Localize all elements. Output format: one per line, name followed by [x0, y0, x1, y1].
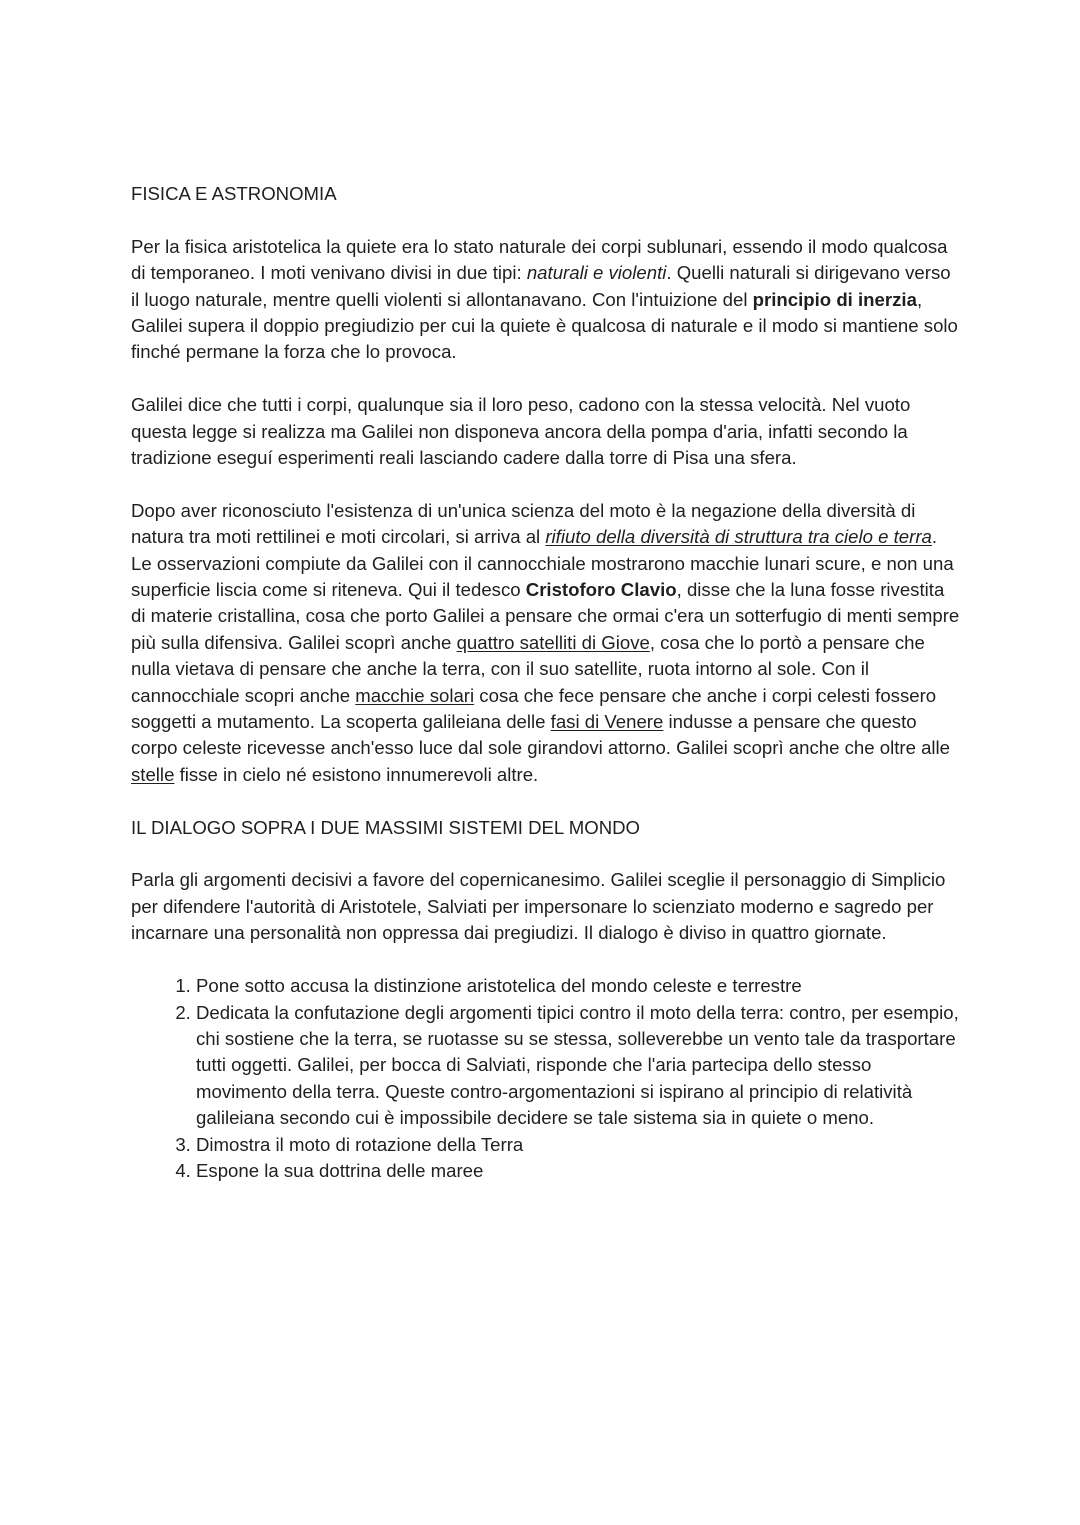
text-run: . Quelli naturali si dirigevano verso il luogo naturale, mentre quelli violenti si allontanavano. Con l'intuizione del — [131, 262, 951, 310]
paragraph-dialogo-intro: Parla gli argomenti decisivi a favore del copernicanesimo. Galilei sceglie il personaggio di Simplicio per difendere l'autorità di Aristotele, Salviati per impersonare lo scienziato moderno e sagredo per incarnare una personalità non oppressa dai pregiudizi. Il dialogo è diviso in quattro giornate. — [131, 869, 946, 944]
paragraph-telescope-observations — [131, 498, 961, 788]
bold-principio-inerzia: principio di inerzia — [752, 288, 917, 310]
underlined-satelliti-giove: quattro satelliti di Giove — [456, 631, 650, 653]
underlined-macchie-solari: macchie solari — [355, 684, 475, 706]
text-run: , cosa che lo portò a pensare che nulla vietava di pensare che anche la terra, con il suo satellite, ruota intorno al sole. Con il cannocchiale scopri anche — [131, 631, 925, 706]
italic-rifiuto: rifiuto della diversità di struttura tra cielo e terra — [545, 526, 932, 548]
document-page — [131, 181, 961, 1184]
italic-naturali-violenti: naturali e violenti — [526, 262, 667, 284]
text-run: fisse in cielo né esistono innumerevoli altre. — [174, 763, 539, 785]
text-run: , disse che la luna fosse rivestita di materie cristallina, cosa che porto Galilei a pensare che ormai c'era un sotterfugio di menti sempre più sulla difensiva. Galilei scoprì anche — [131, 579, 960, 653]
text-run: indusse a pensare che questo corpo celeste ricevesse anch'esso luce dal sole girandovi attorno. Galilei scoprì anche che oltre alle — [131, 711, 951, 759]
section-heading-fisica-astronomia: FISICA E ASTRONOMIA — [131, 183, 337, 204]
underlined-stelle: stelle — [131, 763, 175, 785]
list-item: 4. Espone la sua dottrina delle maree — [196, 1158, 961, 1184]
text-run: . Le osservazioni compiute da Galilei con il cannocchiale mostrarono macchie lunari scure, e non una superficie liscia come si riteneva. Qui il tedesco — [131, 526, 954, 601]
text-run: cosa che fece pensare che anche i corpi celesti fossero soggetti a mutamento. La scoperta galileiana delle — [131, 684, 937, 733]
paragraph-aristotelian-physics — [131, 234, 961, 366]
underlined-fasi-venere: fasi di Venere — [550, 711, 664, 733]
list-item: 3. Dimostra il moto di rotazione della Terra — [196, 1132, 961, 1158]
underlined-italic-rifiuto — [545, 526, 932, 547]
text-run: , Galilei supera il doppio pregiudizio per cui la quiete è qualcosa di naturale e il modo si mantiene solo finché permane la forza che lo provoca. — [131, 288, 958, 363]
text-run: Dopo aver riconosciuto l'esistenza di un'unica scienza del moto è la negazione della diversità di natura tra moti rettilinei e moti circolari, si arriva al — [131, 499, 916, 548]
text-run: Per la fisica aristotelica la quiete era lo stato naturale dei corpi sublunari, essendo il modo qualcosa di temporaneo. I moti venivano divisi in due tipi: — [131, 235, 948, 284]
list-item: 1. Pone sotto accusa la distinzione aristotelica del mondo celeste e terrestre — [196, 973, 961, 999]
list-item: 2. Dedicata la confutazione degli argomenti tipici contro il moto della terra: contro, per esempio, chi sostiene che la terra, se ruotasse su se stessa, solleverebbe un vento tale da trasportare tutti oggetti. Galilei, per bocca di Salviati, risponde che l'aria partecipa dello stesso movimento della terra. Queste contro-argomentazioni si ispirano al principio di relatività galileiana secondo cui è impossibile decidere se tale sistema sia in quiete o meno. — [196, 1000, 961, 1132]
giornate-list — [131, 973, 961, 1184]
paragraph-falling-bodies: Galilei dice che tutti i corpi, qualunque sia il loro peso, cadono con la stessa velocità. Nel vuoto questa legge si realizza ma Galilei non disponeva ancora della pompa d'aria, infatti secondo la tradizione eseguí esperimenti reali lasciando cadere dalla torre di Pisa una sfera. — [131, 394, 911, 469]
bold-cristoforo-clavio: Cristoforo Clavio — [525, 579, 677, 601]
section-heading-dialogo: IL DIALOGO SOPRA I DUE MASSIMI SISTEMI DEL MONDO — [131, 816, 641, 838]
